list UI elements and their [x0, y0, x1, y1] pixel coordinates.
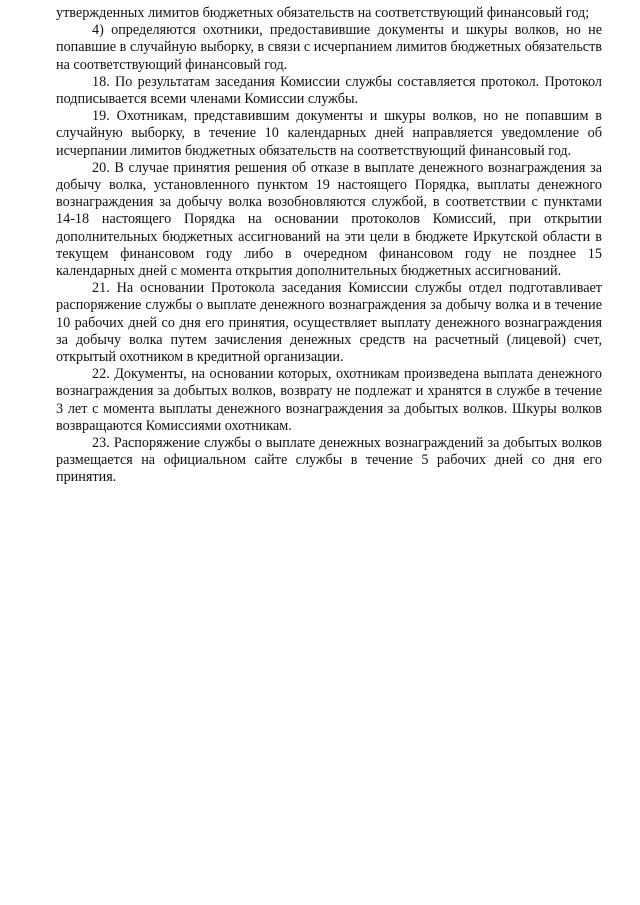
paragraph-19: 19. Охотникам, представившим документы и шкуры волков, но не попавшим в случайную выборку, в течение 10 календарных дней направляется уведомление об исчерпании лимитов бюджетных обязательств на соответствующий финансовый год. [56, 108, 602, 159]
paragraph-20: 20. В случае принятия решения об отказе в выплате денежного вознаграждения за добычу волка, установленного пунктом 19 настоящего Порядка, выплаты денежного вознаграждения за добычу волка возобновляются службой, в соответствии с пунктами 14-18 настоящего Порядка на основании протоколов Комиссий, при открытии дополнительных бюджетных ассигнований на эти цели в бюджете Иркутской области в текущем финансовом году либо в очередном финансовом году не позднее 15 календарных дней с момента открытия дополнительных бюджетных ассигнований. [56, 159, 602, 280]
paragraph-item-4: 4) определяются охотники, предоставившие документы и шкуры волков, но не попавшие в случайную выборку, в связи с исчерпанием лимитов бюджетных обязательств на соответствующий финансовый год. [56, 22, 602, 73]
paragraph-22: 22. Документы, на основании которых, охотникам произведена выплата денежного вознаграждения за добытых волков, возврату не подлежат и хранятся в службе в течение 3 лет с момента выплаты денежного вознаграждения за добытых волков. Шкуры волков возвращаются Комиссиями охотникам. [56, 366, 602, 434]
paragraph-continuation: утвержденных лимитов бюджетных обязательств на соответствующий финансовый год; [56, 5, 590, 21]
paragraph-18: 18. По результатам заседания Комиссии службы составляется протокол. Протокол подписывается всеми членами Комиссии службы. [56, 73, 602, 108]
paragraph-23: 23. Распоряжение службы о выплате денежных вознаграждений за добытых волков размещается на официальном сайте службы в течение 5 рабочих дней со дня его принятия. [56, 435, 602, 486]
paragraph-21: 21. На основании Протокола заседания Комиссии службы отдел подготавливает распоряжение службы о выплате денежного вознаграждения за добычу волка и в течение 10 рабочих дней со дня его принятия, осуществляет выплату денежного вознаграждения за добычу волка путем зачисления денежных средств на расчетный (лицевой) счет, открытый охотником в кредитной организации. [56, 280, 602, 366]
